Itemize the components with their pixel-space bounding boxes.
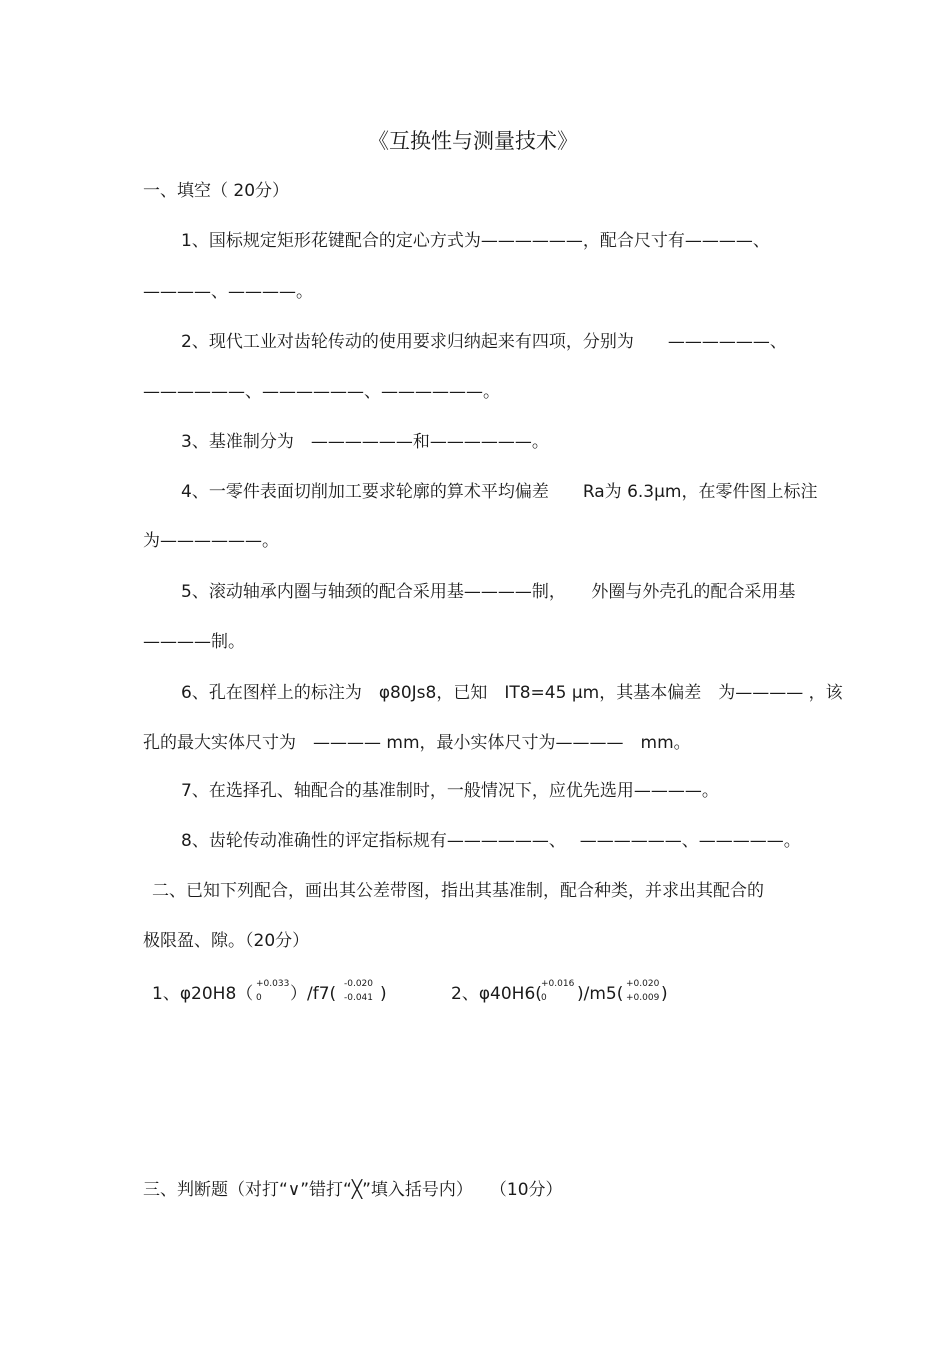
section2-heading-line1: 二、已知下列配合，画出其公差带图，指出其基准制，配合种类，并求出其配合的 xyxy=(152,881,764,901)
q5-line2: ————制。 xyxy=(143,632,245,652)
q6-line2: 孔的最大实体尺寸为 ———— mm，最小实体尺寸为———— mm。 xyxy=(143,733,691,753)
q8-line: 8、齿轮传动准确性的评定指标规有——————、 ——————、—————。 xyxy=(181,831,801,851)
q4-line1: 4、一零件表面切削加工要求轮廓的算术平均偏差 Ra为 6.3μm，在零件图上标注 xyxy=(181,482,818,502)
section2-heading-line2: 极限盈、隙。（20分） xyxy=(143,931,310,951)
fit1-shaft-upper-deviation: -0.020 xyxy=(344,979,374,989)
fit2-prefix: 2、φ40H6( xyxy=(451,984,542,1004)
fit2-middle: )/m5( xyxy=(577,984,624,1004)
q3-line: 3、基准制分为 ——————和——————。 xyxy=(181,432,549,452)
fit2-hole-upper-deviation: +0.016 xyxy=(541,979,575,989)
q5-line1: 5、滚动轴承内圈与轴颈的配合采用基————制， 外圈与外壳孔的配合采用基 xyxy=(181,582,796,602)
fit2-shaft-lower-deviation: +0.009 xyxy=(626,993,660,1003)
fit1-suffix: ) xyxy=(380,984,387,1004)
q2-line1: 2、现代工业对齿轮传动的使用要求归纳起来有四项，分别为 ——————、 xyxy=(181,332,787,352)
q6-line1: 6、孔在图样上的标注为 φ80Js8，已知 IT8=45 μm，其基本偏差 为———— ，该 xyxy=(181,683,843,703)
q4-line2: 为——————。 xyxy=(143,531,279,551)
fit1-hole-lower-deviation: 0 xyxy=(256,993,262,1003)
section3-heading: 三、判断题（对打“∨”错打“╳”填入括号内） （10分） xyxy=(143,1180,563,1200)
fit1-prefix: 1、φ20H8（ xyxy=(152,984,254,1004)
q2-line2: ——————、——————、——————。 xyxy=(143,382,500,402)
fit1-shaft-lower-deviation: -0.041 xyxy=(344,993,374,1003)
fit1-hole-upper-deviation: +0.033 xyxy=(256,979,290,989)
q1-line2: ————、————。 xyxy=(143,282,313,302)
fit2-shaft-upper-deviation: +0.020 xyxy=(626,979,660,989)
q1-line1: 1、国标规定矩形花键配合的定心方式为——————，配合尺寸有————、 xyxy=(181,231,770,251)
fit2-suffix: ) xyxy=(661,984,668,1004)
document-title: 《互换性与测量技术》 xyxy=(368,129,578,153)
section1-heading: 一、填空（ 20分） xyxy=(143,181,290,201)
fit1-middle: ）/f7( xyxy=(290,984,337,1004)
fit2-hole-lower-deviation: 0 xyxy=(541,993,547,1003)
q7-line: 7、在选择孔、轴配合的基准制时，一般情况下，应优先选用————。 xyxy=(181,781,719,801)
